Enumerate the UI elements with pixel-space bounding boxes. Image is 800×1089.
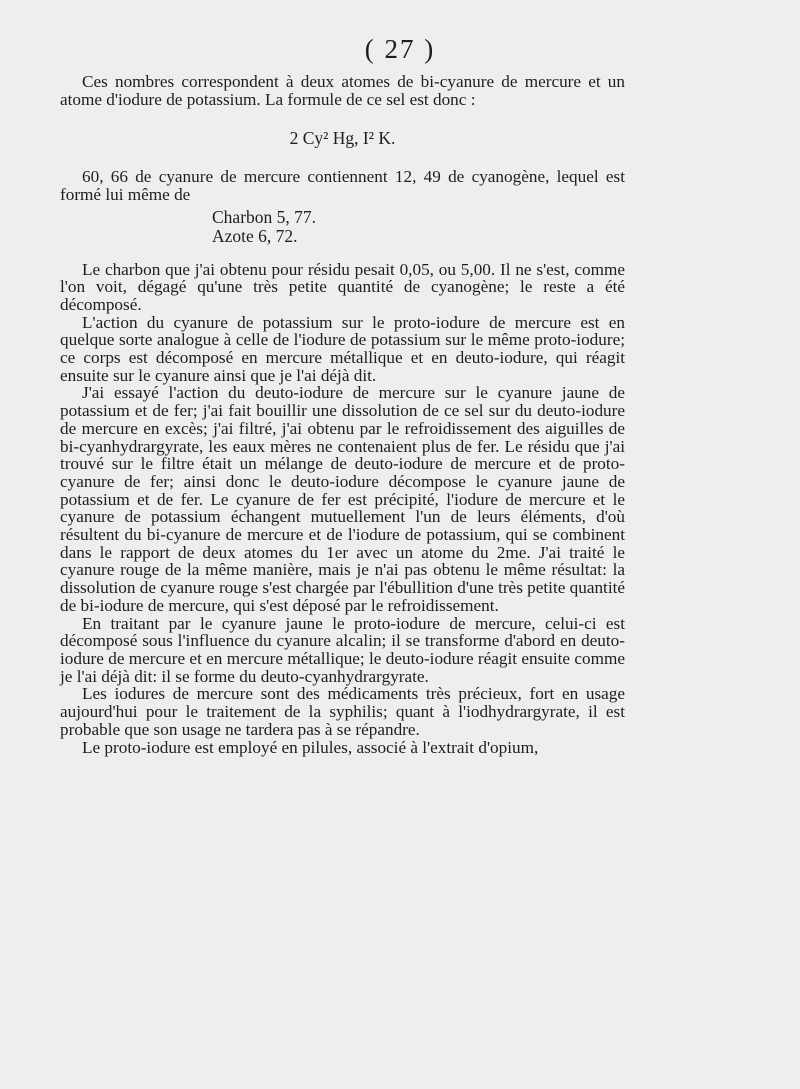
paragraph: En traitant par le cyanure jaune le proto-iodure de mercure, celui-ci est décomposé sous l'influence du cyanure alcalin; il se transforme d'abord en deuto-iodure de mercure et en mercure métallique; le deuto-iodure réagit ensuite comme je l'ai déjà dit: il se forme du deuto-cyanhydrargyrate. [60,613,625,686]
body-text [60,73,625,756]
composition-list [212,208,625,247]
page-number: ( 27 ) [364,34,436,64]
paragraph: L'action du cyanure de potassium sur le proto-iodure de mercure est en quelque sorte analogue à celle de l'iodure de potassium sur le même proto-iodure; ce corps est décomposé en mercure métallique et en deuto-iodure, qui réagit ensuite sur le cyanure ainsi que je l'ai déjà dit. [60,312,625,385]
composition-item: Azote 6, 72. [212,226,298,247]
chemical-formula: 2 Cy² Hg, I² K. [289,128,396,149]
paragraph: Le proto-iodure est employé en pilules, associé à l'extrait d'opium, [82,737,539,757]
paragraph: J'ai essayé l'action du deuto-iodure de mercure sur le cyanure jaune de potassium et de fer; j'ai fait bouillir une dissolution de ce sel sur du deuto-iodure de mercure en excès; j'ai filtré, j'ai obtenu par le refroidissement des aiguilles de bi-cyanhydrargyrate, les eaux mères ne contenaient plus de fer. Le résidu que j'ai trouvé sur le filtre était un mélange de deuto-iodure de mercure et de proto-cyanure de fer; ainsi donc le deuto-iodure décompose le cyanure jaune de potassium et de fer. Le cyanure de fer est précipité, l'iodure de mercure et le cyanure de potassium échangent mutuellement l'un de leurs éléments, d'où résultent du bi-cyanure de mercure et de l'iodure de potassium, qui se combinent dans le rapport de deux atomes du 1er avec un atome du 2me. J'ai traité le cyanure rouge de la même manière, mais je n'ai pas obtenu le même résultat: la dissolution de cyanure rouge s'est chargée par l'ébullition d'une très petite quantité de bi-iodure de mercure, qui s'est déposé par le refroidissement. [60,383,626,615]
paragraph: Les iodures de mercure sont des médicaments très précieux, fort en usage aujourd'hui pour le traitement de la syphilis; quant à l'iodhydrargyrate, il est probable que son usage ne tardera pas à se répandre. [60,684,625,739]
paragraph: Le charbon que j'ai obtenu pour résidu pesait 0,05, ou 5,00. Il ne s'est, comme l'on voit, dégagé qu'une très petite quantité de cyanogène; le reste a été décomposé. [60,259,625,314]
composition-item: Charbon 5, 77. [212,206,317,227]
paragraph: Ces nombres correspondent à deux atomes de bi-cyanure de mercure et un atome d'iodure de potassium. La formule de ce sel est donc : [60,72,625,109]
paragraph: 60, 66 de cyanure de mercure contiennent 12, 49 de cyanogène, lequel est formé lui même de [60,167,625,204]
